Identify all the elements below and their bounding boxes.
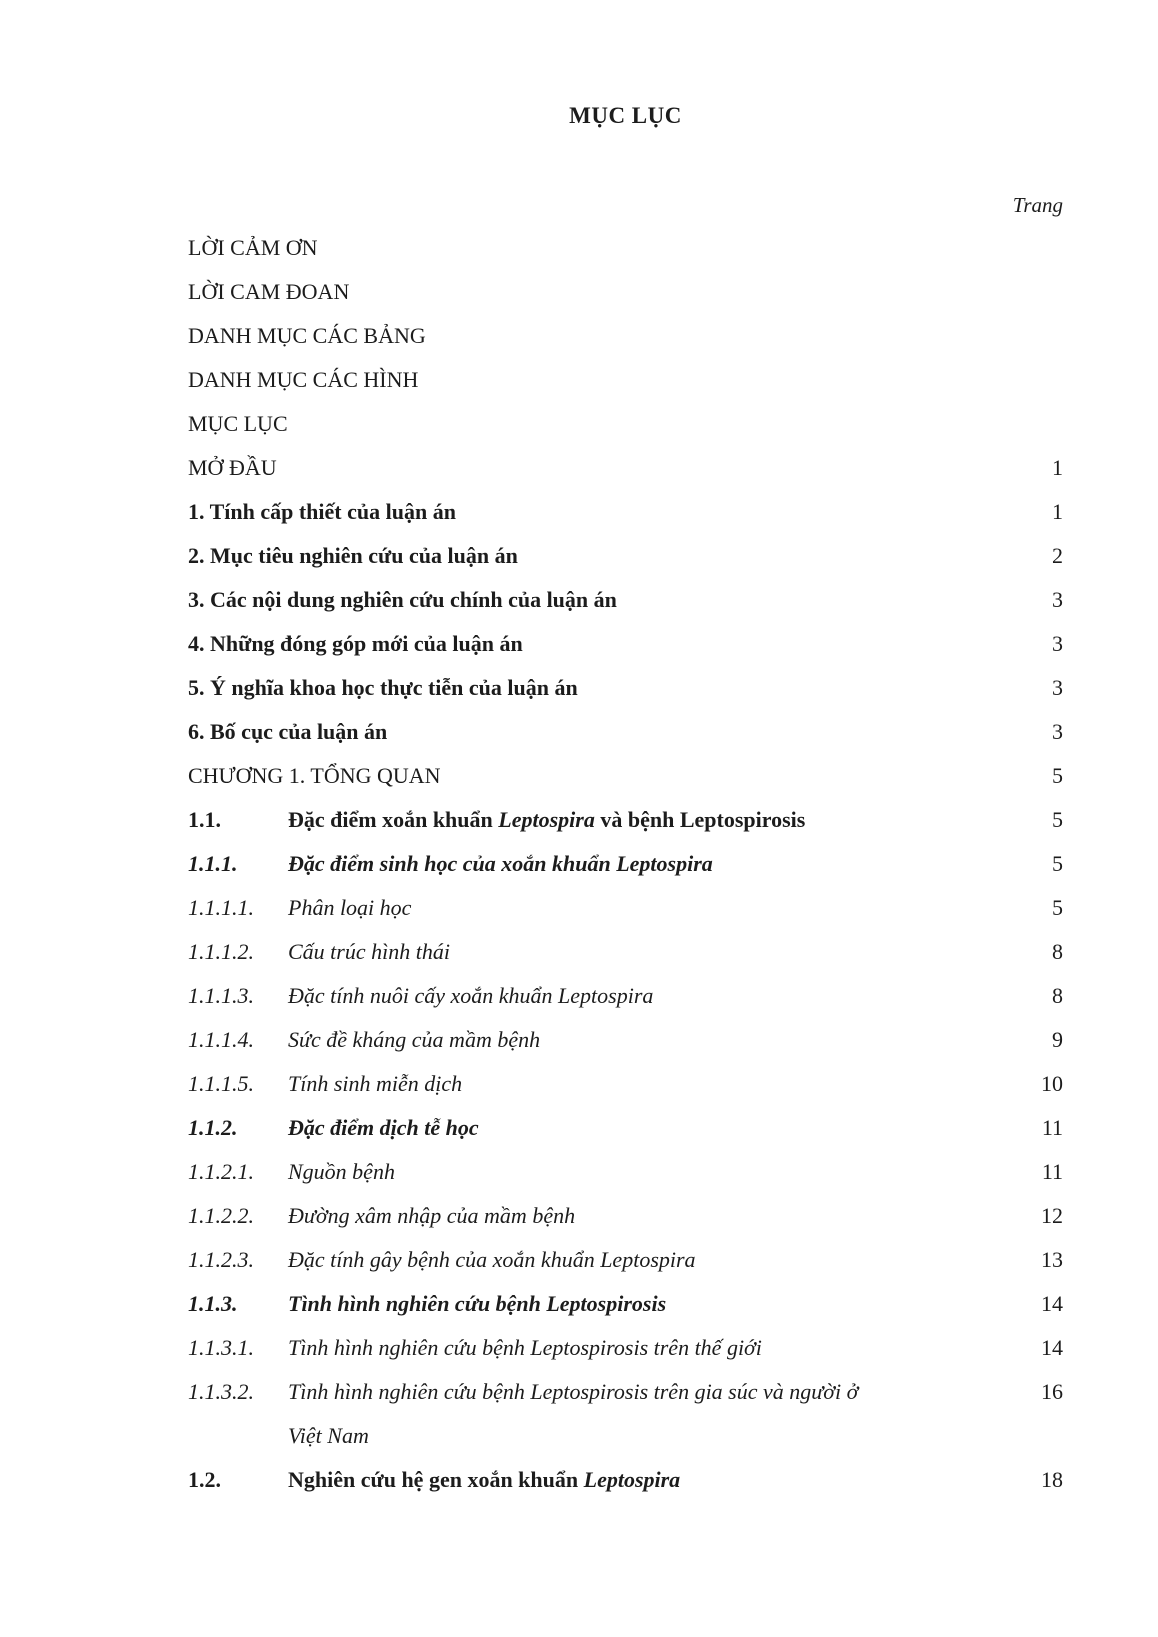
toc-entry-title: Đặc tính nuôi cấy xoắn khuẩn Leptospira [288, 983, 654, 1008]
toc-row [188, 622, 1063, 666]
toc-entry-number: 1.1.2. [188, 1115, 238, 1140]
toc-entry-number: 1.1.2.2. [188, 1203, 254, 1228]
toc-entry-title: Đường xâm nhập của mầm bệnh [288, 1203, 576, 1228]
toc-entry-title: 4. Những đóng góp mới của luận án [188, 631, 523, 656]
toc-entry-page: 1 [1052, 455, 1063, 480]
toc-list [188, 226, 1063, 1502]
toc-entry-title: 3. Các nội dung nghiên cứu chính của luận án [188, 587, 617, 612]
toc-entry-number: 1.1.3. [188, 1291, 238, 1316]
toc-entry-page: 16 [1041, 1379, 1063, 1404]
toc-entry-page: 8 [1052, 939, 1063, 964]
toc-entry-title: 1. Tính cấp thiết của luận án [188, 499, 456, 524]
toc-entry-number: 1.1.3.1. [188, 1335, 254, 1360]
toc-entry-page: 5 [1052, 851, 1063, 876]
toc-entry-page: 14 [1041, 1335, 1063, 1360]
toc-row [188, 886, 1063, 930]
toc-row [188, 798, 1063, 842]
toc-row [188, 578, 1063, 622]
toc-entry-page: 14 [1041, 1291, 1063, 1316]
toc-entry-title: Đặc điểm xoắn khuẩn Leptospira và bệnh Leptospirosis [288, 807, 806, 832]
toc-entry-title: Tình hình nghiên cứu bệnh Leptospirosis trên gia súc và người ở Việt Nam [288, 1370, 1019, 1458]
toc-row [188, 842, 1063, 886]
toc-entry-title-line2: Việt Nam [288, 1423, 369, 1448]
toc-entry-page: 11 [1041, 1115, 1063, 1140]
toc-entry-title: DANH MỤC CÁC HÌNH [188, 367, 419, 392]
toc-row [188, 534, 1063, 578]
toc-row [188, 1018, 1063, 1062]
toc-entry-page: 2 [1052, 543, 1063, 568]
toc-entry-title: Tình hình nghiên cứu bệnh Leptospirosis [288, 1291, 667, 1316]
toc-entry-page: 3 [1052, 719, 1063, 744]
toc-entry-title: Nghiên cứu hệ gen xoắn khuẩn Leptospira [288, 1467, 681, 1492]
toc-row [188, 930, 1063, 974]
toc-entry-title: LỜI CẢM ƠN [188, 235, 318, 260]
toc-row [188, 974, 1063, 1018]
toc-entry-page: 8 [1052, 983, 1063, 1008]
toc-row [188, 314, 1063, 358]
toc-entry-number: 1.1.1.2. [188, 939, 254, 964]
toc-row [188, 270, 1063, 314]
toc-row [188, 1326, 1063, 1370]
toc-entry-number: 1.1.2.1. [188, 1159, 254, 1184]
toc-entry-title: Đặc điểm dịch tễ học [288, 1115, 479, 1140]
toc-row [188, 1062, 1063, 1106]
toc-entry-page: 3 [1052, 675, 1063, 700]
toc-row [188, 1150, 1063, 1194]
toc-entry-title: Đặc điểm sinh học của xoắn khuẩn Leptospira [288, 851, 713, 876]
page-title: MỤC LỤC [569, 103, 682, 128]
toc-entry-number: 1.1.3.2. [188, 1379, 254, 1404]
toc-entry-page: 18 [1041, 1467, 1063, 1492]
toc-entry-page: 5 [1052, 807, 1063, 832]
toc-entry-page: 5 [1052, 895, 1063, 920]
toc-entry-number: 1.1. [188, 807, 221, 832]
toc-entry-title: 5. Ý nghĩa khoa học thực tiễn của luận án [188, 675, 578, 700]
toc-entry-number: 1.1.1. [188, 851, 238, 876]
toc-entry-title: CHƯƠNG 1. TỔNG QUAN [188, 763, 441, 788]
toc-entry-title: Tính sinh miễn dịch [288, 1071, 463, 1096]
toc-entry-page: 3 [1052, 587, 1063, 612]
toc-entry-page: 9 [1052, 1027, 1063, 1052]
toc-entry-page: 11 [1041, 1159, 1063, 1184]
toc-row [188, 490, 1063, 534]
page-column-label: Trang [1012, 193, 1063, 217]
toc-row [188, 1282, 1063, 1326]
toc-entry-title: 6. Bố cục của luận án [188, 719, 388, 744]
toc-entry-title: 2. Mục tiêu nghiên cứu của luận án [188, 543, 518, 568]
toc-row [188, 1106, 1063, 1150]
toc-row [188, 358, 1063, 402]
toc-entry-title: Nguồn bệnh [288, 1159, 395, 1184]
toc-entry-page: 1 [1052, 499, 1063, 524]
toc-entry-number: 1.1.2.3. [188, 1247, 254, 1272]
toc-entry-title: MỞ ĐẦU [188, 455, 277, 480]
toc-row [188, 754, 1063, 798]
toc-entry-number: 1.1.1.3. [188, 983, 254, 1008]
toc-entry-title: MỤC LỤC [188, 411, 288, 436]
document-page [188, 0, 1063, 1637]
toc-entry-title: Phân loại học [288, 895, 412, 920]
toc-entry-page: 12 [1041, 1203, 1063, 1228]
toc-entry-title: Đặc tính gây bệnh của xoắn khuẩn Leptospira [288, 1247, 696, 1272]
toc-entry-title: Cấu trúc hình thái [288, 939, 450, 964]
toc-entry-number: 1.1.1.1. [188, 895, 254, 920]
toc-entry-title: Tình hình nghiên cứu bệnh Leptospirosis trên thế giới [288, 1335, 762, 1360]
toc-entry-page: 13 [1041, 1247, 1063, 1272]
toc-row [188, 446, 1063, 490]
toc-row [188, 1194, 1063, 1238]
toc-entry-number: 1.1.1.4. [188, 1027, 254, 1052]
toc-entry-title: LỜI CAM ĐOAN [188, 279, 350, 304]
toc-entry-page: 10 [1041, 1071, 1063, 1096]
toc-row [188, 1458, 1063, 1502]
toc-row [188, 1370, 1063, 1458]
toc-row [188, 402, 1063, 446]
toc-row [188, 710, 1063, 754]
toc-entry-title: DANH MỤC CÁC BẢNG [188, 323, 426, 348]
toc-row [188, 226, 1063, 270]
toc-entry-page: 3 [1052, 631, 1063, 656]
toc-entry-page: 5 [1052, 763, 1063, 788]
toc-row [188, 1238, 1063, 1282]
toc-entry-title: Sức đề kháng của mầm bệnh [288, 1027, 541, 1052]
toc-entry-number: 1.1.1.5. [188, 1071, 254, 1096]
toc-entry-number: 1.2. [188, 1467, 221, 1492]
toc-row [188, 666, 1063, 710]
